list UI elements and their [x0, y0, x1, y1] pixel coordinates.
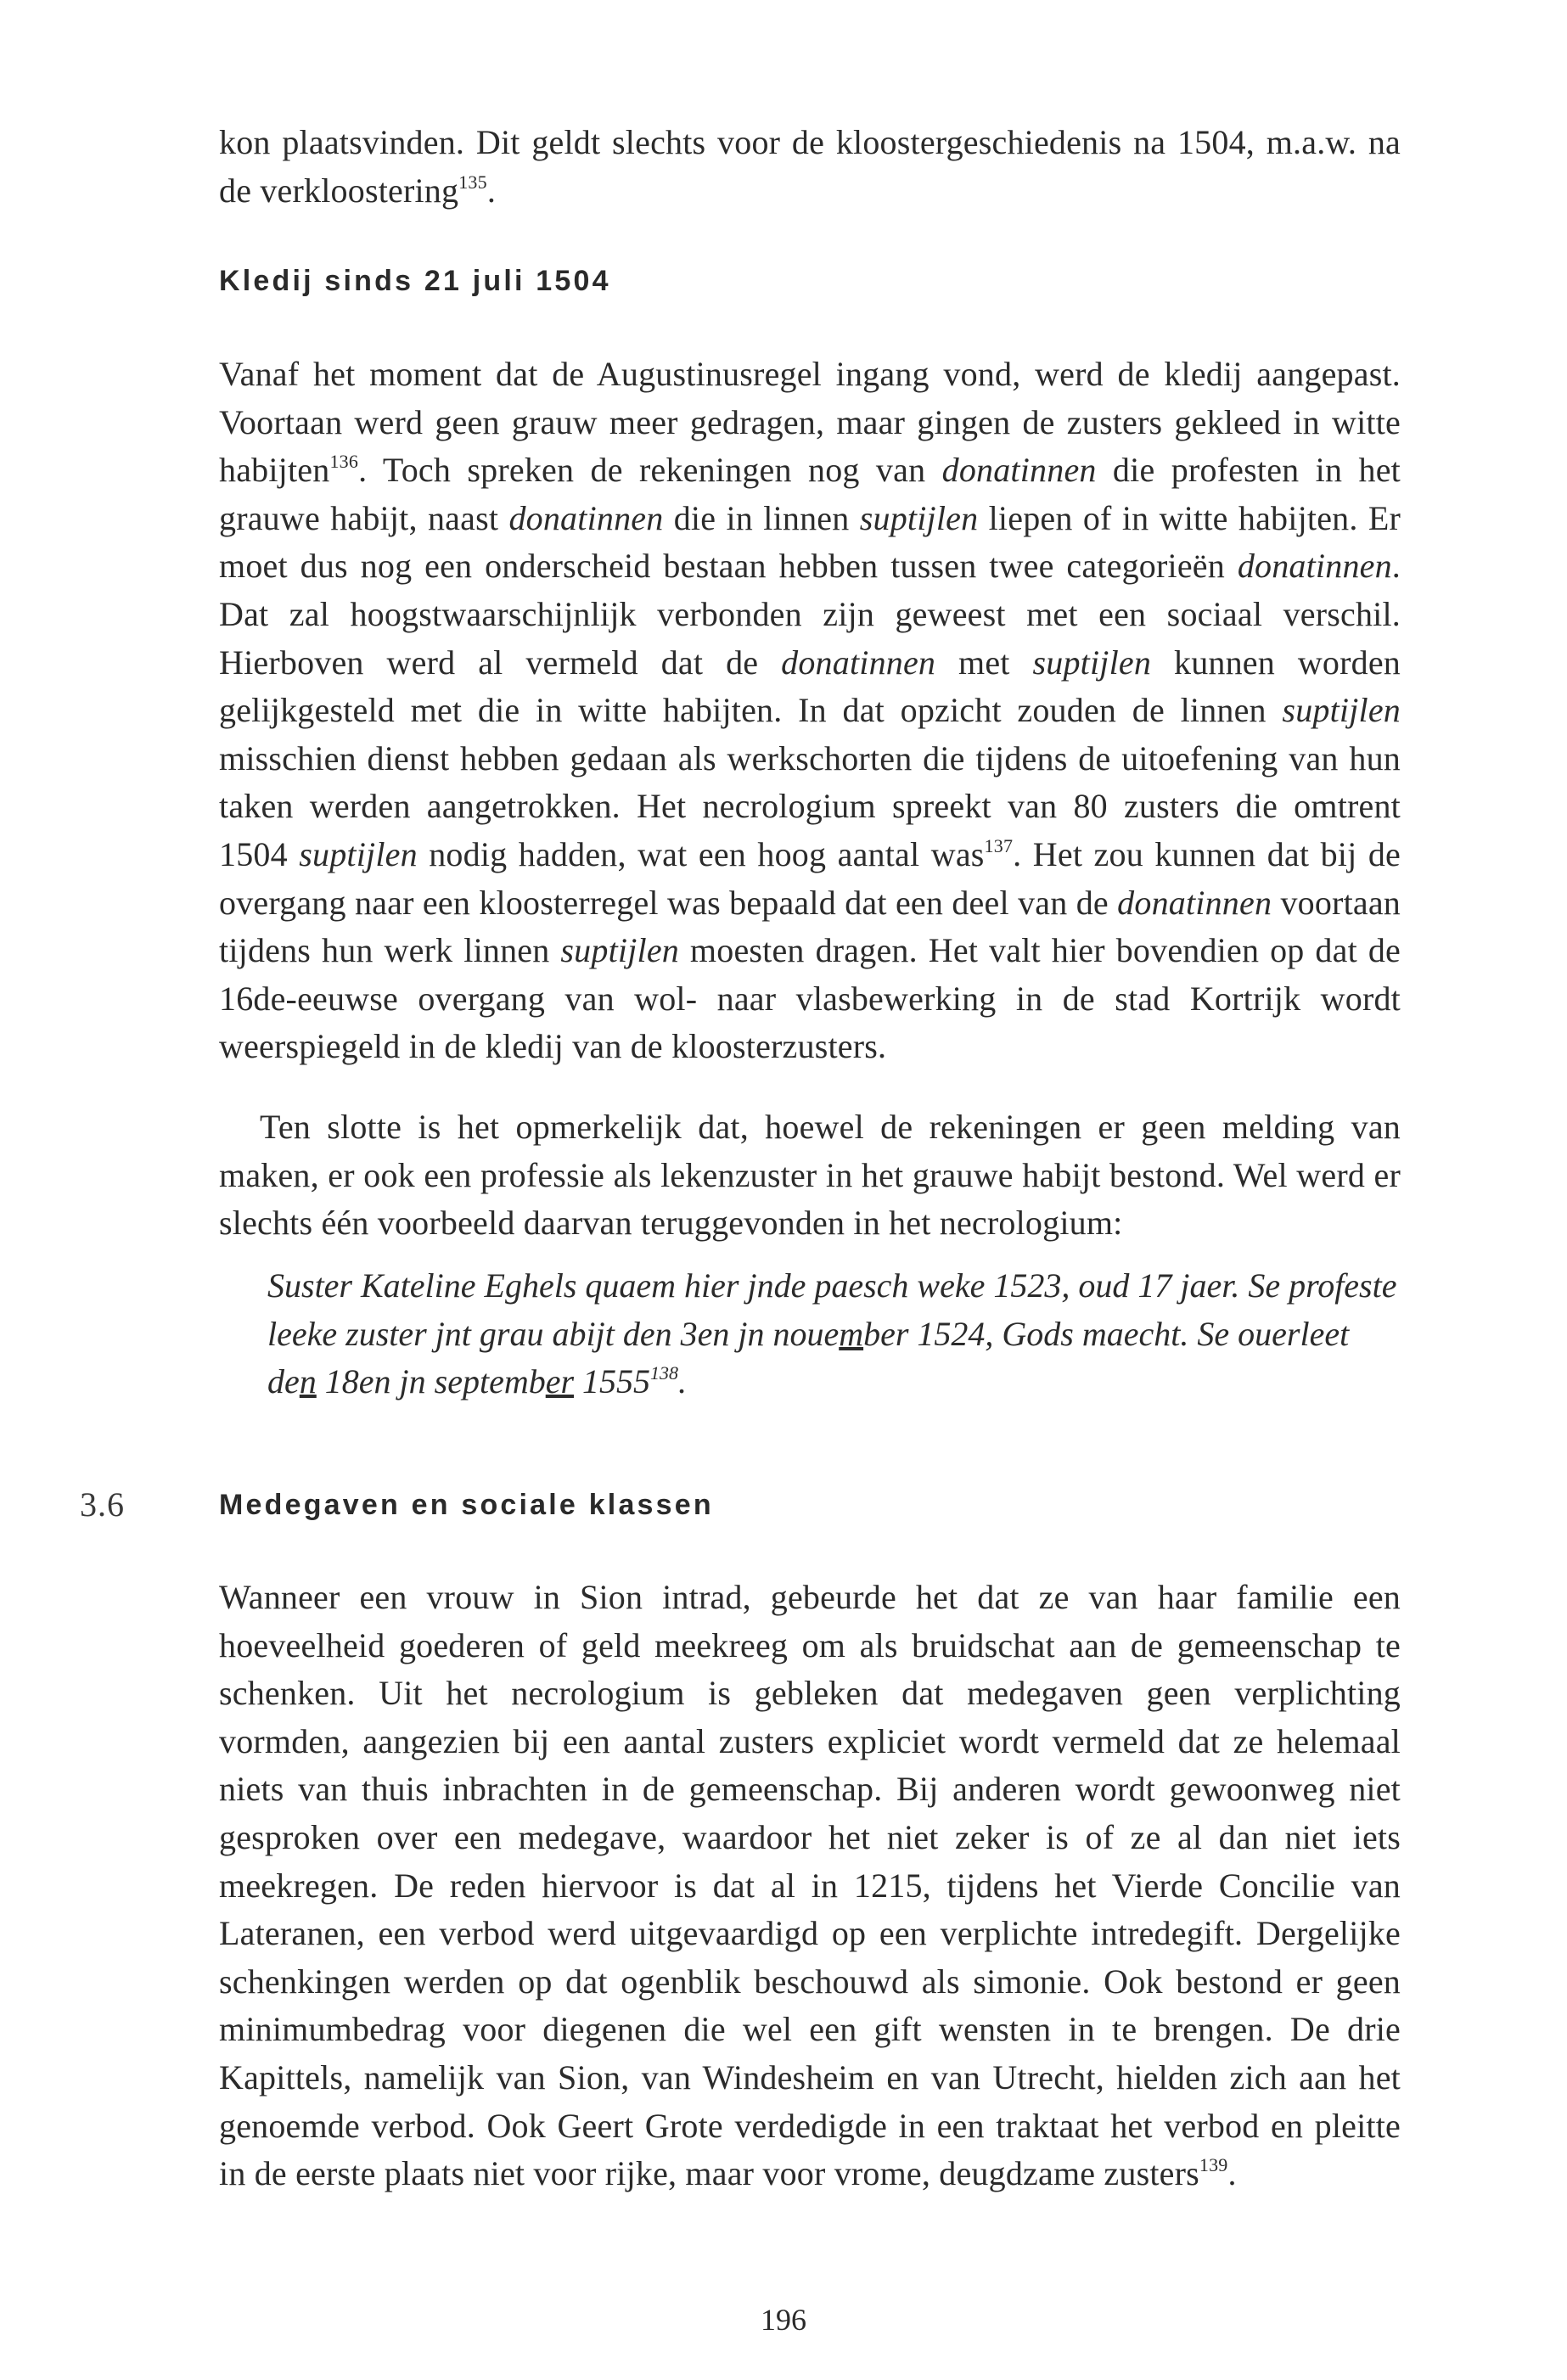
- footnote-ref: 139: [1199, 2154, 1228, 2176]
- footnote-ref: 137: [984, 834, 1014, 856]
- section1-paragraph-1: Vanaf het moment dat de Augustinusregel ingang vond, werd de kledij aangepast. Voortaan werd geen grauw meer gedragen, maar gingen de zusters gekleed in witte habijten$^{136}$. Toch spreken de rekeningen nog van donatinnen die profesten in het grauwe habijt, naast donatinnen die in linnen suptijlen liepen of in witte habijten. Er moet dus nog een onderscheid bestaan hebben tussen twee categorieën donatinnen. Dat zal hoogstwaarschijnlijk verbonden zijn geweest met een sociaal verschil. Hierboven werd al vermeld dat de donatinnen met suptijlen kunnen worden gelijkgesteld met die in witte habijten. In dat opzicht zouden de linnen suptijlen misschien dienst hebben gedaan als werkschorten die tijdens de uitoefening van hun taken werden aangetrokken. Het necrologium spreekt van 80 zusters die omtrent 1504 suptijlen nodig hadden, wat een hoog aantal was$^{137}$. Het zou kunnen dat bij de overgang naar een kloosterregel was bepaald dat een deel van de donatinnen voortaan tijdens hun werk linnen suptijlen moesten dragen. Het valt hier bovendien op dat de 16de-eeuwse overgang van wol- naar vlasbewerking in de stad Kortrijk wordt weerspiegeld in de kledij van de kloosterzusters.: [219, 355, 1401, 1066]
- section1-body: [219, 351, 1401, 1071]
- section2-paragraph-1: Wanneer een vrouw in Sion intrad, gebeurde het dat ze van haar familie een hoeveelheid goederen of geld meekreeg om als bruidschat aan de gemeenschap te schenken. Uit het necrologium is gebleken dat medegaven geen verplichting vormden, aangezien bij een aantal zusters expliciet wordt vermeld dat ze helemaal niets van thuis inbrachten in de gemeenschap. Bij anderen wordt gewoonweg niet gesproken over een medegave, waardoor het niet zeker is of ze al dan niet iets meekregen. De reden hiervoor is dat al in 1215, tijdens het Vierde Concilie van Lateranen, een verbod werd uitgevaardigd op een verplichte intredegift. Dergelijke schenkingen werden op dat ogenblik beschouwd als simonie. Ook bestond er geen minimumbedrag voor diegenen die wel een gift wensten in te brengen. De drie Kapittels, namelijk van Sion, van Windesheim en van Utrecht, hielden zich aan het genoemde verbod. Ook Geert Grote verdedigde in een traktaat het verbod en pleitte in de eerste plaats niet voor rijke, maar voor vrome, deugdzame zusters$^{139}$.: [219, 1578, 1401, 2193]
- page-number: 196: [761, 2303, 806, 2337]
- section2-body: [219, 1574, 1401, 2198]
- intro-end: .: [486, 171, 497, 210]
- footnote-ref: 136: [329, 451, 359, 473]
- section-heading-kledij: Kledij sinds 21 juli 1504: [219, 265, 611, 297]
- intro-text: kon plaatsvinden. Dit geldt slechts voor de kloostergeschiedenis na 1504, m.a.w. na de verkloostering: [219, 123, 1401, 210]
- section1-paragraph-2-wrap: [219, 1103, 1401, 1248]
- section1-paragraph-2: Ten slotte is het opmerkelijk dat, hoewel de rekeningen er geen melding van maken, er ook een professie als lekenzuster in het grauwe habijt bestond. Wel werd er slechts één voorbeeld daarvan teruggevonden in het necrologium:: [219, 1108, 1401, 1243]
- intro-paragraph: [219, 119, 1401, 215]
- footnote-ref: 135: [458, 171, 487, 193]
- section-number: 3.6: [80, 1485, 125, 1524]
- footnote-ref: 138: [650, 1362, 679, 1384]
- necrology-quote: Suster Kateline Eghels quaem hier jnde paesch weke 1523, oud 17 jaer. Se profeste leeke zuster jnt grau abijt den 3en jn nouember 1524, Gods maecht. Se ouerleet den 18en jn september 1555$^{138}$.: [267, 1266, 1397, 1401]
- section-heading-medegaven: Medegaven en sociale klassen: [219, 1489, 714, 1521]
